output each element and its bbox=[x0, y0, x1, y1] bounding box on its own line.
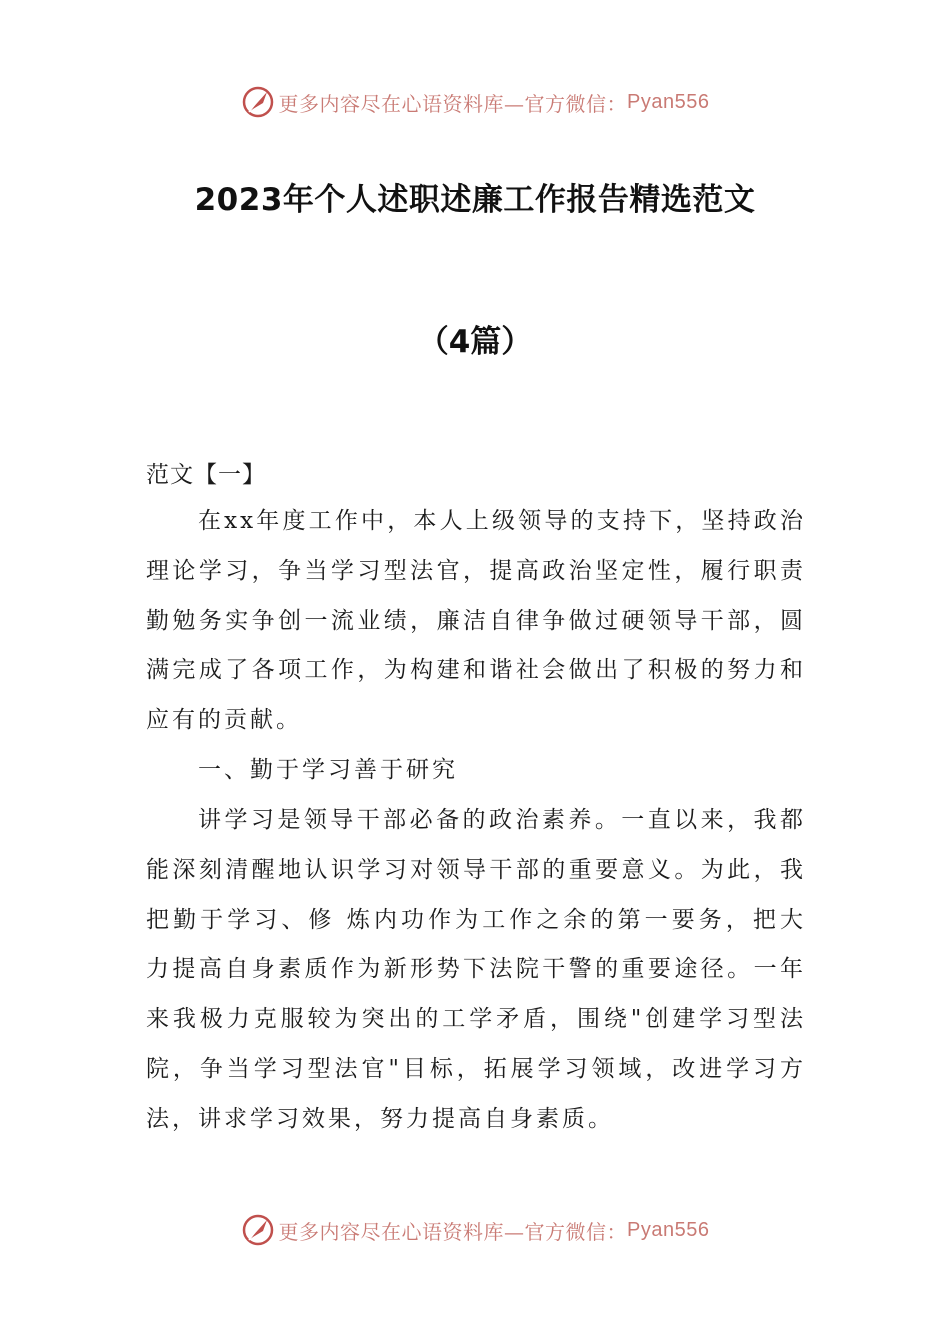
watermark-text: 更多内容尽在心语资料库—官方微信： bbox=[278, 91, 628, 116]
paragraph-heading bbox=[146, 746, 806, 796]
paragraph: 讲学习是领导干部必备的政治素养。一直以来，我都能深刻清醒地认识学习对领导干部的重要意义。为此，我把勤于学习、修 炼内功作为工作之余的第一要务，把大力提高自身素质作为新形势下法院干警的重要途径。一年来我极力克服较为突出的工学矛盾，围绕"创建学习型法院，争当学习型法官"目标，拓展学习领域，改进学习方法，讲求学习效果，努力提高自身素质。 bbox=[146, 807, 806, 1132]
quill-logo-icon bbox=[241, 85, 275, 119]
document-title: 2023年个人述职述廉工作报告精选范文 bbox=[194, 182, 756, 218]
watermark-banner-top bbox=[0, 80, 950, 124]
watermark-text: 更多内容尽在心语资料库—官方微信： bbox=[278, 1219, 628, 1244]
watermark-banner-bottom bbox=[0, 1208, 950, 1252]
document-subtitle: （4篇） bbox=[417, 324, 533, 360]
watermark-wechat-id: Pyan556 bbox=[627, 1218, 710, 1241]
quill-logo-icon bbox=[241, 1213, 275, 1247]
paragraph-intro bbox=[146, 497, 806, 746]
watermark-wechat-id: Pyan556 bbox=[627, 90, 710, 113]
section-label: 范文【一】 bbox=[146, 462, 266, 488]
heading-study: 一、勤于学习善于研究 bbox=[198, 757, 458, 783]
paragraph-study bbox=[146, 796, 806, 1145]
paragraph: 在xx年度工作中，本人上级领导的支持下，坚持政治理论学习，争当学习型法官，提高政治坚定性，履行职责勤勉务实争创一流业绩，廉洁自律争做过硬领导干部，圆满完成了各项工作，为构建和谐社会做出了积极的努力和应有的贡献。 bbox=[146, 508, 806, 734]
